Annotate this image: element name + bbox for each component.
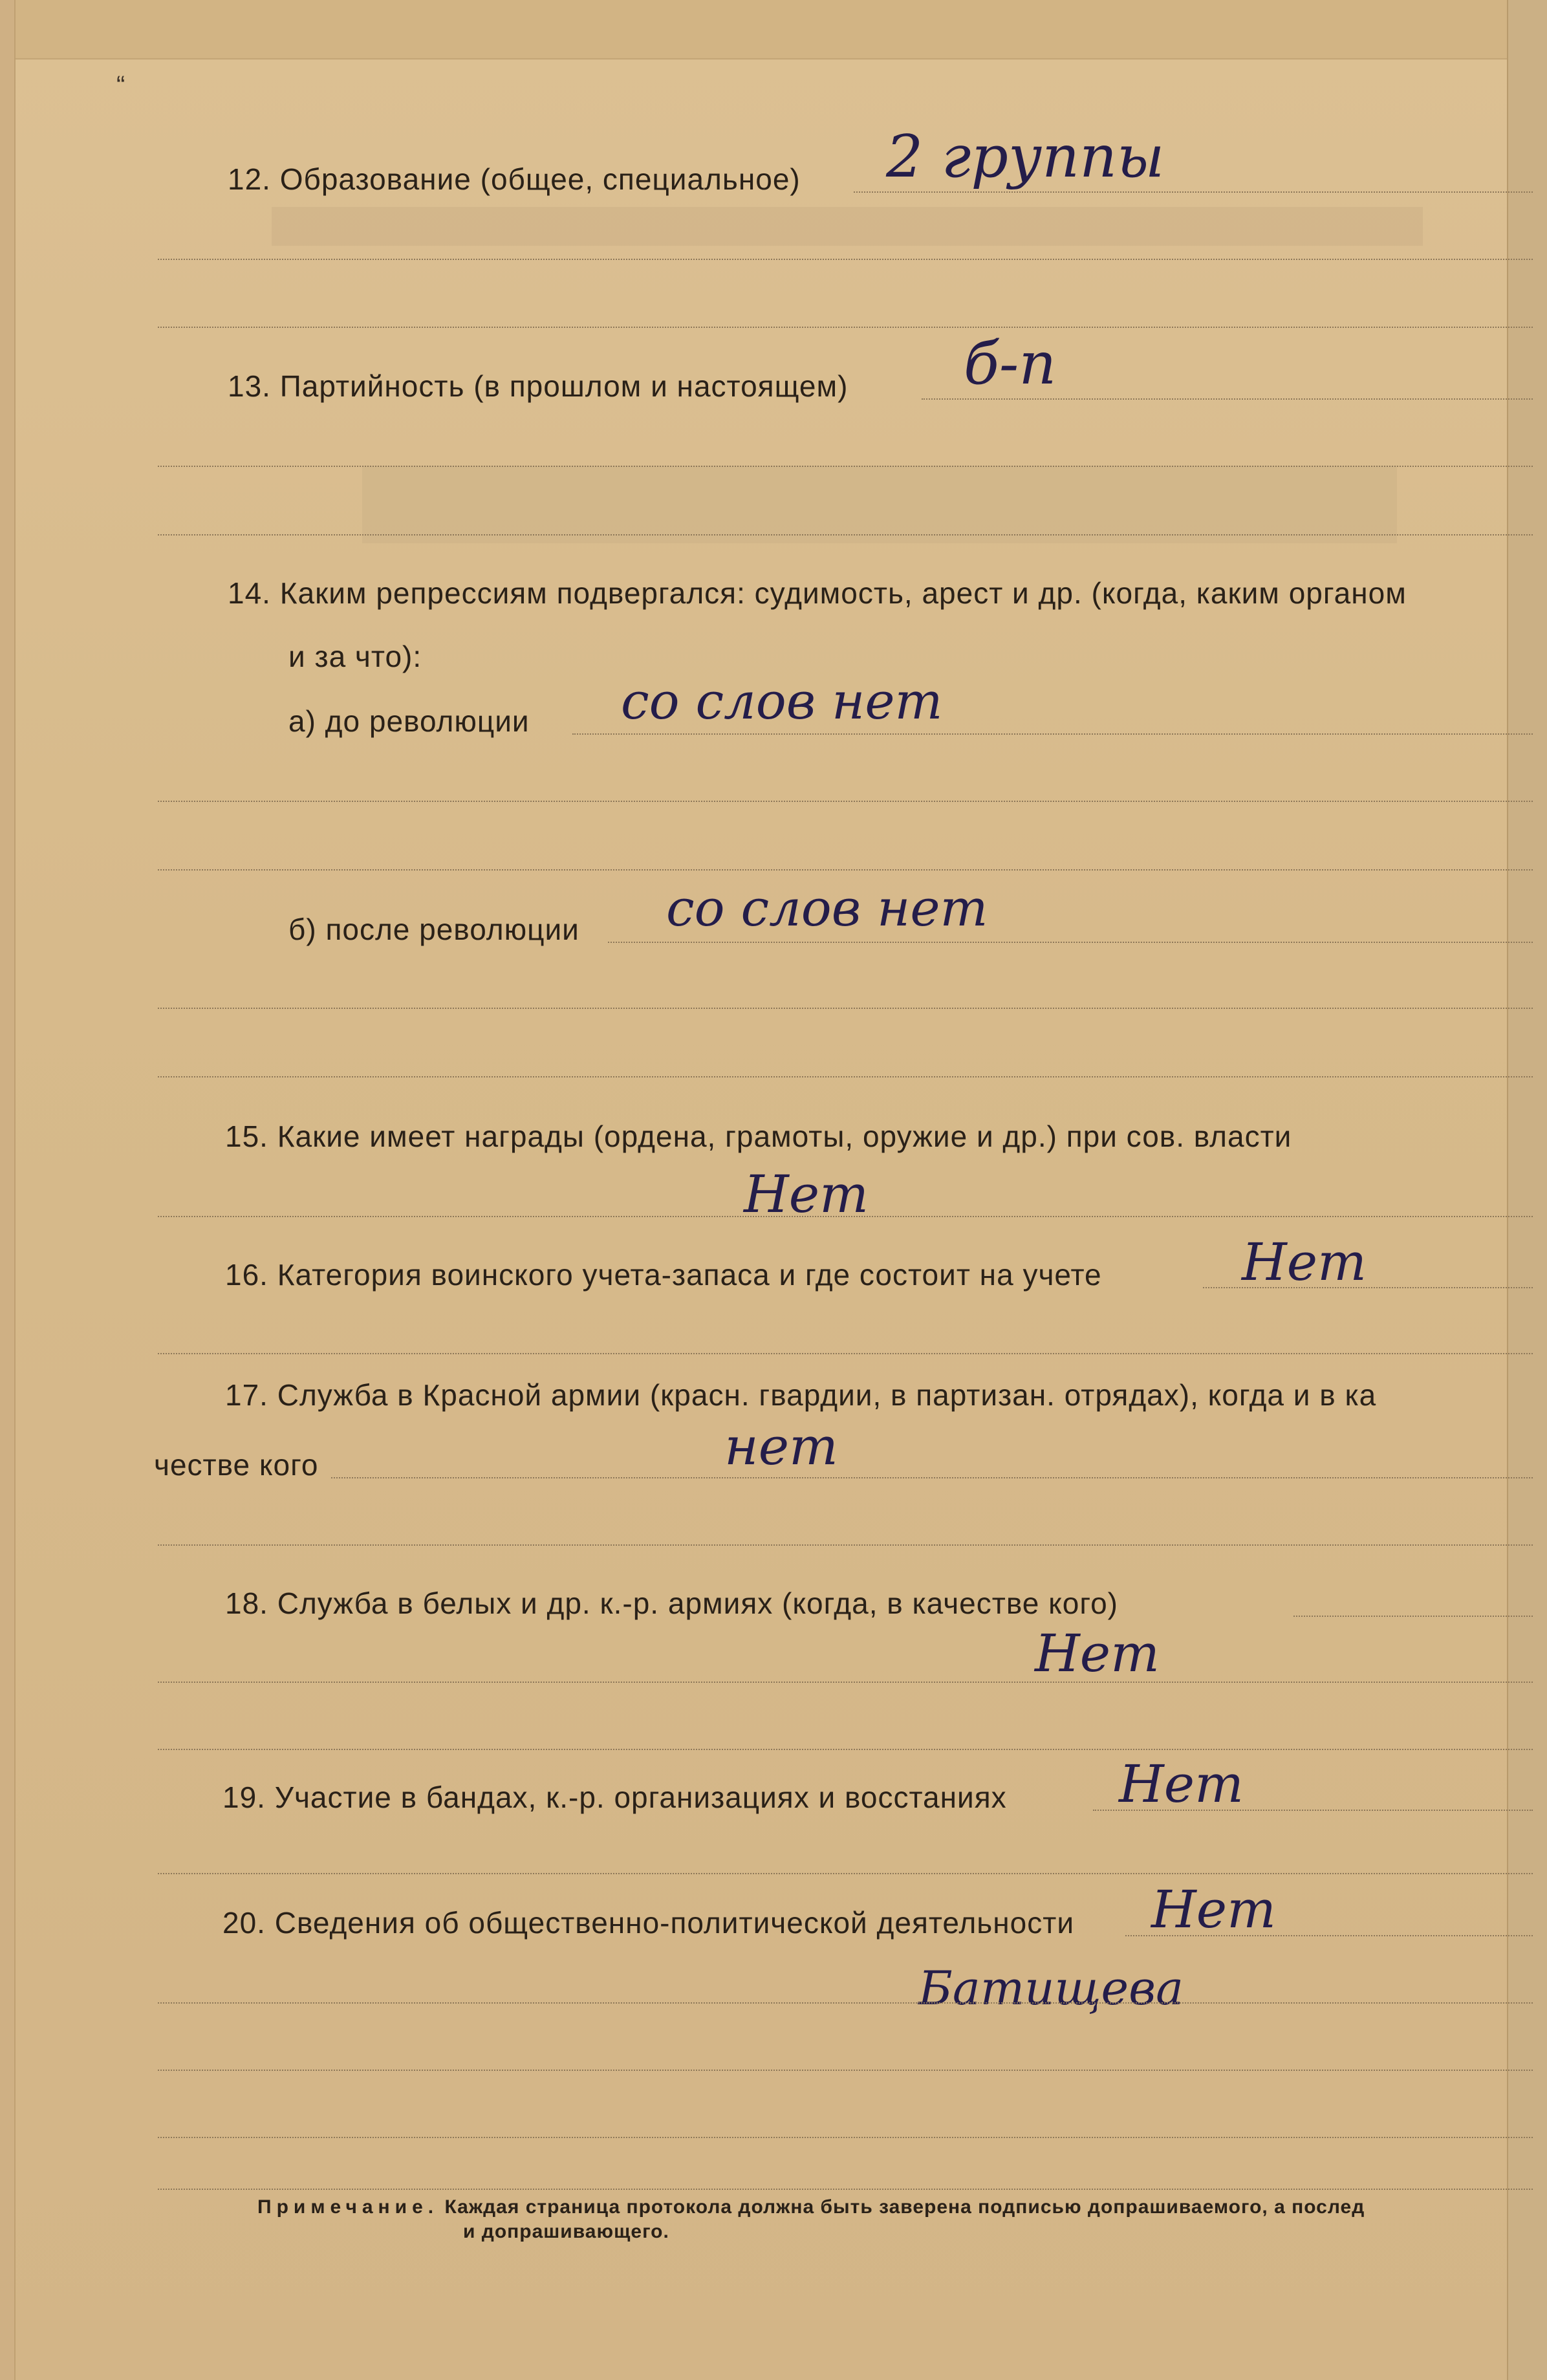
item-19-answer: Нет [1119, 1754, 1244, 1814]
item-13-label: 13. Партийность (в прошлом и настоящем) [228, 369, 849, 403]
item-17-label-cont: честве кого [154, 1448, 319, 1482]
footnote-title: Примечание. [257, 2196, 439, 2218]
footnote-text: Каждая страница протокола должна быть заверена подписью допрашиваемого, а послед [444, 2196, 1365, 2218]
item-14b-label: б) после революции [288, 913, 579, 946]
item-15-answer: Нет [744, 1164, 869, 1224]
answer-line [158, 534, 1533, 536]
answer-line [158, 1682, 1533, 1683]
item-20-answer: Нет [1151, 1879, 1276, 1940]
item-12-label: 12. Образование (общее, специальное) [228, 162, 801, 196]
answer-line [1203, 1287, 1533, 1288]
page-right-edge [1507, 0, 1547, 2380]
item-20-label: 20. Сведения об общественно-политической деятельности [222, 1906, 1075, 1940]
answer-line [158, 801, 1533, 802]
answer-line [158, 1008, 1533, 1009]
answer-line [158, 466, 1533, 467]
bleed-through-band [362, 466, 1397, 543]
answer-line [608, 942, 1533, 943]
item-18-answer: Нет [1035, 1623, 1160, 1683]
answer-line [158, 1353, 1533, 1354]
footnote-line-2: и допрашивающего. [463, 2221, 669, 2242]
page-top-edge [0, 0, 1547, 60]
answer-line [922, 398, 1533, 400]
page-left-edge [0, 0, 16, 2380]
answer-line [331, 1477, 1533, 1478]
item-15-label: 15. Какие имеет награды (ордена, грамоты, оружие и др.) при сов. власти [225, 1120, 1292, 1153]
corner-mark: “ [116, 71, 125, 100]
answer-line [158, 1749, 1533, 1750]
answer-line [158, 2070, 1533, 2071]
answer-line [854, 191, 1533, 193]
answer-line [158, 869, 1533, 871]
item-12-answer: 2 группы [886, 123, 1165, 191]
item-14-label: 14. Каким репрессиям подвергался: судимость, арест и др. (когда, каким органом [228, 576, 1407, 610]
item-13-answer: б-п [964, 330, 1057, 398]
bleed-through-band [272, 207, 1423, 246]
signature: Батищева [918, 1961, 1184, 2015]
answer-line [158, 1873, 1533, 1874]
item-14a-answer: со слов нет [621, 673, 943, 731]
item-14a-label: а) до революции [288, 704, 530, 738]
footnote-line-1 [257, 2196, 1365, 2218]
item-17-answer: нет [724, 1416, 838, 1477]
answer-line [1093, 1810, 1533, 1811]
answer-line [158, 1544, 1533, 1546]
answer-line [572, 733, 1533, 735]
answer-line [158, 327, 1533, 328]
answer-line [158, 1216, 1533, 1217]
answer-line [158, 2189, 1533, 2190]
answer-line [1293, 1616, 1533, 1617]
answer-line [158, 2137, 1533, 2138]
item-18-label: 18. Служба в белых и др. к.-р. армиях (когда, в качестве кого) [225, 1586, 1118, 1620]
answer-line [158, 259, 1533, 260]
item-16-answer: Нет [1242, 1232, 1367, 1292]
item-17-label: 17. Служба в Красной армии (красн. гвардии, в партизан. отрядах), когда и в ка [225, 1378, 1377, 1412]
answer-line [1125, 1935, 1533, 1936]
item-19-label: 19. Участие в бандах, к.-р. организациях и восстаниях [222, 1780, 1007, 1814]
answer-line [158, 2002, 1533, 2004]
item-16-label: 16. Категория воинского учета-запаса и где состоит на учете [225, 1258, 1102, 1292]
answer-line [158, 1076, 1533, 1077]
item-14b-answer: со слов нет [666, 880, 988, 938]
item-14-label-cont: и за что): [288, 640, 422, 673]
